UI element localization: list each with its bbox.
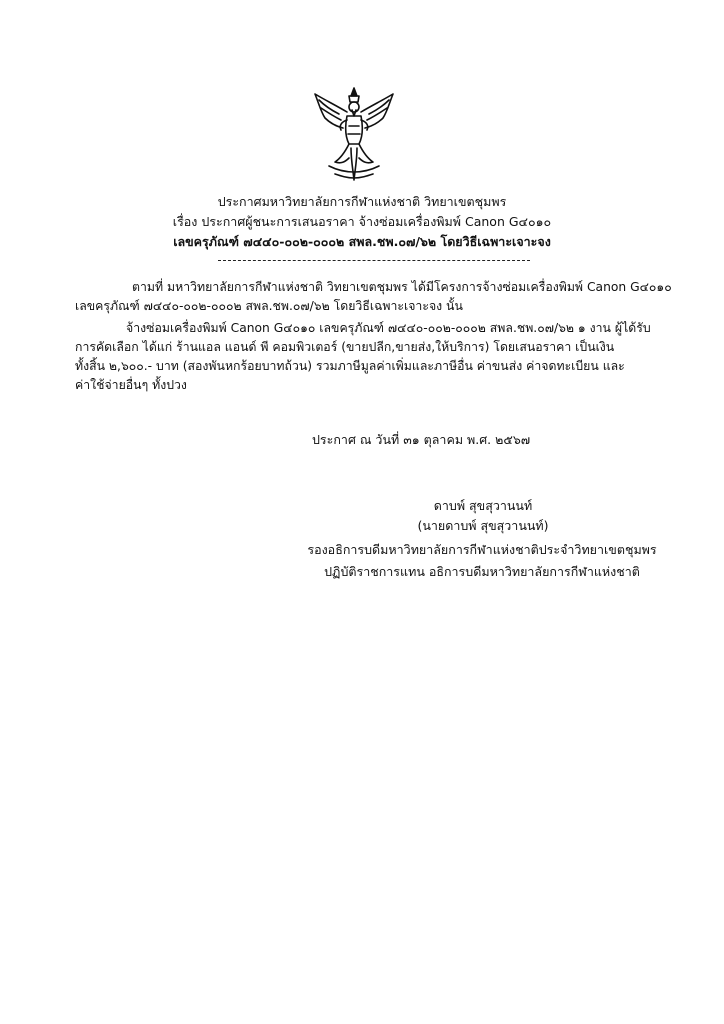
asset-number-line: เลขครุภัณฑ์ ๗๔๔๐-๐๐๒-๐๐๐๒ สพล.ชพ.๐๗/๖๒ โดยวิธีเฉพาะเจาะจง xyxy=(173,234,551,249)
paragraph-2-line-3: ทั้งสิ้น ๒,๖๐๐.- บาท (สองพันหกร้อยบาทถ้วน) รวมภาษีมูลค่าเพิ่มและภาษีอื่น ค่าขนส่ง ค่าจดทะเบียน และ xyxy=(75,359,625,373)
paragraph-1-line-2: เลขครุภัณฑ์ ๗๔๔๐-๐๐๒-๐๐๐๒ สพล.ชพ.๐๗/๖๒ โดยวิธีเฉพาะเจาะจง นั้น xyxy=(75,299,463,313)
garuda-emblem-icon xyxy=(311,86,397,182)
printed-name: (นายดาบพ์ สุขสุวานนท์) xyxy=(417,518,549,533)
signatory-position: รองอธิการบดีมหาวิทยาลัยการกีฬาแห่งชาติประจำวิทยาเขตชุมพร xyxy=(307,542,657,557)
paragraph-2-line-1: จ้างซ่อมเครื่องพิมพ์ Canon G๔๐๑๐ เลขครุภัณฑ์ ๗๔๔๐-๐๐๒-๐๐๐๒ สพล.ชพ.๐๗/๖๒ ๑ งาน ผู้ได้รับ xyxy=(126,321,651,335)
signed-name: ดาบพ์ สุขสุวานนท์ xyxy=(433,498,533,513)
paragraph-2-line-2: การคัดเลือก ได้แก่ ร้านแอล แอนด์ พี คอมพิวเตอร์ (ขายปลีก,ขายส่ง,ให้บริการ) โดยเสนอราคา เป็นเงิน xyxy=(75,340,615,354)
acting-for-line: ปฏิบัติราชการแทน อธิการบดีมหาวิทยาลัยการกีฬาแห่งชาติ xyxy=(324,564,640,579)
announcement-title: ประกาศมหาวิทยาลัยการกีฬาแห่งชาติ วิทยาเขตชุมพร xyxy=(217,194,507,209)
paragraph-2-line-4: ค่าใช้จ่ายอื่นๆ ทั้งปวง xyxy=(75,378,187,392)
separator-line xyxy=(218,260,530,261)
announcement-subject: เรื่อง ประกาศผู้ชนะการเสนอราคา จ้างซ่อมเครื่องพิมพ์ Canon G๔๐๑๐ xyxy=(172,214,552,229)
date-line: ประกาศ ณ วันที่ ๓๑ ตุลาคม พ.ศ. ๒๕๖๗ xyxy=(312,432,531,447)
paragraph-1-line-1: ตามที่ มหาวิทยาลัยการกีฬาแห่งชาติ วิทยาเขตชุมพร ได้มีโครงการจ้างซ่อมเครื่องพิมพ์ Canon G๔๐๑๐ xyxy=(132,280,672,294)
